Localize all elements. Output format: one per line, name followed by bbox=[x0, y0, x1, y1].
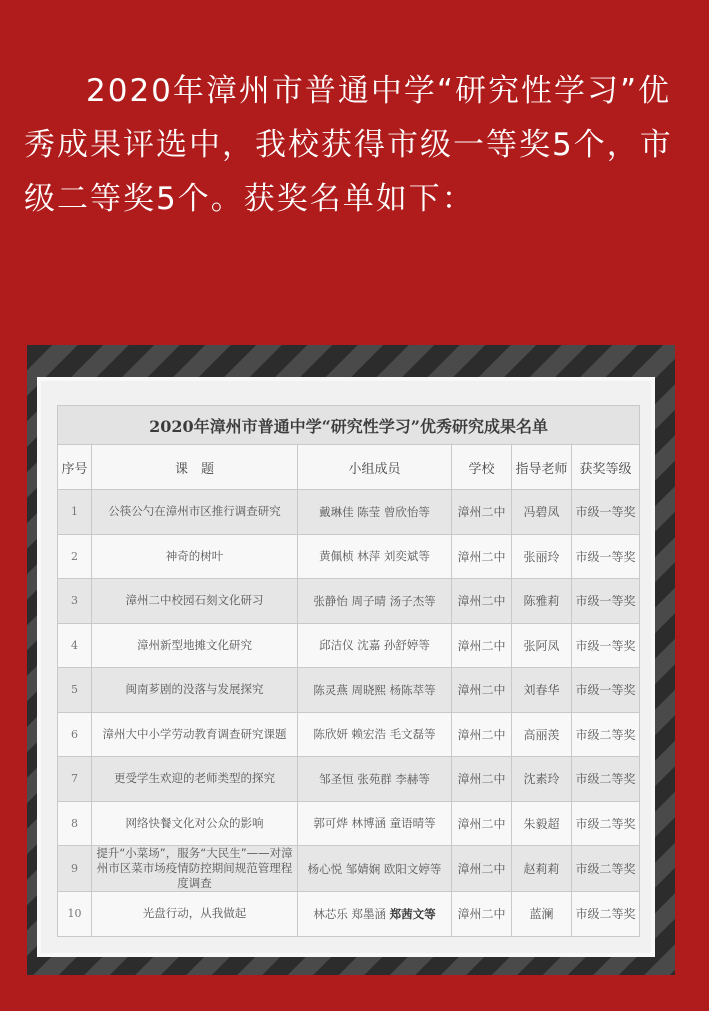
row-number: 4 bbox=[58, 623, 92, 668]
row-teacher: 张丽玲 bbox=[512, 534, 572, 579]
row-award: 市级二等奖 bbox=[572, 846, 640, 892]
row-topic: 漳州大中小学劳动教育调查研究课题 bbox=[92, 712, 298, 757]
row-topic: 漳州新型地摊文化研究 bbox=[92, 623, 298, 668]
members-text: 杨心悦 邹婧娴 欧阳文婷等 bbox=[307, 861, 442, 876]
row-topic: 神奇的树叶 bbox=[92, 534, 298, 579]
table-row bbox=[58, 623, 640, 668]
row-teacher: 陈雅莉 bbox=[512, 579, 572, 624]
row-members bbox=[298, 668, 452, 713]
row-school: 漳州二中 bbox=[452, 712, 512, 757]
row-award: 市级一等奖 bbox=[572, 668, 640, 713]
members-text: 陈欣妍 赖宏浩 毛文磊等 bbox=[313, 727, 436, 742]
members-text: 邹圣恒 张苑群 李赫等 bbox=[319, 771, 430, 786]
row-school: 漳州二中 bbox=[452, 490, 512, 535]
row-topic: 提升“小菜场”，服务“大民生”——对漳州市区菜市场疫情防控期间规范管理程度调查 bbox=[92, 846, 298, 892]
members-text: 林芯乐 郑墨涵 bbox=[313, 906, 390, 921]
row-number: 1 bbox=[58, 490, 92, 535]
row-topic: 光盘行动，从我做起 bbox=[92, 892, 298, 937]
row-teacher: 赵莉莉 bbox=[512, 846, 572, 892]
members-text: 陈灵燕 周晓熙 杨陈萃等 bbox=[313, 682, 436, 697]
table-row bbox=[58, 579, 640, 624]
row-teacher: 刘春华 bbox=[512, 668, 572, 713]
row-award: 市级二等奖 bbox=[572, 801, 640, 846]
members-text: 郭可烨 林博涵 童语晴等 bbox=[313, 816, 436, 831]
row-award: 市级一等奖 bbox=[572, 490, 640, 535]
row-members bbox=[298, 712, 452, 757]
header-no: 序号 bbox=[58, 445, 92, 490]
row-members bbox=[298, 534, 452, 579]
members-text: 戴琳佳 陈莹 曾欣怡等 bbox=[319, 504, 430, 519]
certificate-paper bbox=[37, 377, 655, 957]
row-members bbox=[298, 892, 452, 937]
row-teacher: 沈素玲 bbox=[512, 757, 572, 802]
row-award: 市级二等奖 bbox=[572, 892, 640, 937]
row-topic: 漳州二中校园石刻文化研习 bbox=[92, 579, 298, 624]
table-row bbox=[58, 801, 640, 846]
row-members bbox=[298, 579, 452, 624]
header-topic: 课 题 bbox=[92, 445, 298, 490]
table-row bbox=[58, 490, 640, 535]
row-members bbox=[298, 801, 452, 846]
row-school: 漳州二中 bbox=[452, 534, 512, 579]
row-members bbox=[298, 490, 452, 535]
row-members bbox=[298, 846, 452, 892]
row-number: 5 bbox=[58, 668, 92, 713]
row-topic: 更受学生欢迎的老师类型的探究 bbox=[92, 757, 298, 802]
row-number: 10 bbox=[58, 892, 92, 937]
table-row bbox=[58, 534, 640, 579]
row-number: 6 bbox=[58, 712, 92, 757]
row-number: 7 bbox=[58, 757, 92, 802]
table-title: 2020年漳州市普通中学“研究性学习”优秀研究成果名单 bbox=[58, 406, 640, 445]
table-row bbox=[58, 846, 640, 892]
row-award: 市级二等奖 bbox=[572, 712, 640, 757]
row-school: 漳州二中 bbox=[452, 892, 512, 937]
row-members bbox=[298, 757, 452, 802]
intro-paragraph: 2020年漳州市普通中学“研究性学习”优秀成果评选中，我校获得市级一等奖5个，市级二等奖5个。获奖名单如下： bbox=[24, 73, 673, 217]
row-number: 3 bbox=[58, 579, 92, 624]
members-text: 黄佩桢 林萍 刘奕斌等 bbox=[319, 549, 430, 564]
row-teacher: 蓝澜 bbox=[512, 892, 572, 937]
row-award: 市级一等奖 bbox=[572, 579, 640, 624]
table-header-row bbox=[58, 445, 640, 490]
row-topic: 网络快餐文化对公众的影响 bbox=[92, 801, 298, 846]
table-row bbox=[58, 712, 640, 757]
table-row bbox=[58, 668, 640, 713]
members-text: 邱洁仪 沈嘉 孙舒婷等 bbox=[319, 638, 430, 653]
photo-frame bbox=[27, 345, 675, 975]
header-teacher: 指导老师 bbox=[512, 445, 572, 490]
row-teacher: 张阿凤 bbox=[512, 623, 572, 668]
row-award: 市级一等奖 bbox=[572, 534, 640, 579]
row-topic: 闽南芗剧的没落与发展探究 bbox=[92, 668, 298, 713]
row-school: 漳州二中 bbox=[452, 579, 512, 624]
header-school: 学校 bbox=[452, 445, 512, 490]
row-school: 漳州二中 bbox=[452, 846, 512, 892]
row-award: 市级二等奖 bbox=[572, 757, 640, 802]
row-teacher: 朱毅超 bbox=[512, 801, 572, 846]
row-school: 漳州二中 bbox=[452, 623, 512, 668]
row-award: 市级一等奖 bbox=[572, 623, 640, 668]
row-topic: 公筷公勺在漳州市区推行调查研究 bbox=[92, 490, 298, 535]
row-teacher: 冯碧凤 bbox=[512, 490, 572, 535]
row-number: 2 bbox=[58, 534, 92, 579]
members-text-bold: 郑茜文等 bbox=[389, 906, 436, 921]
header-award: 获奖等级 bbox=[572, 445, 640, 490]
table-row bbox=[58, 757, 640, 802]
row-number: 9 bbox=[58, 846, 92, 892]
row-school: 漳州二中 bbox=[452, 668, 512, 713]
row-members bbox=[298, 623, 452, 668]
row-number: 8 bbox=[58, 801, 92, 846]
row-teacher: 高丽羡 bbox=[512, 712, 572, 757]
results-table bbox=[57, 405, 640, 937]
header-members: 小组成员 bbox=[298, 445, 452, 490]
table-row bbox=[58, 892, 640, 937]
row-school: 漳州二中 bbox=[452, 801, 512, 846]
members-text: 张静怡 周子晴 汤子杰等 bbox=[313, 593, 436, 608]
row-school: 漳州二中 bbox=[452, 757, 512, 802]
